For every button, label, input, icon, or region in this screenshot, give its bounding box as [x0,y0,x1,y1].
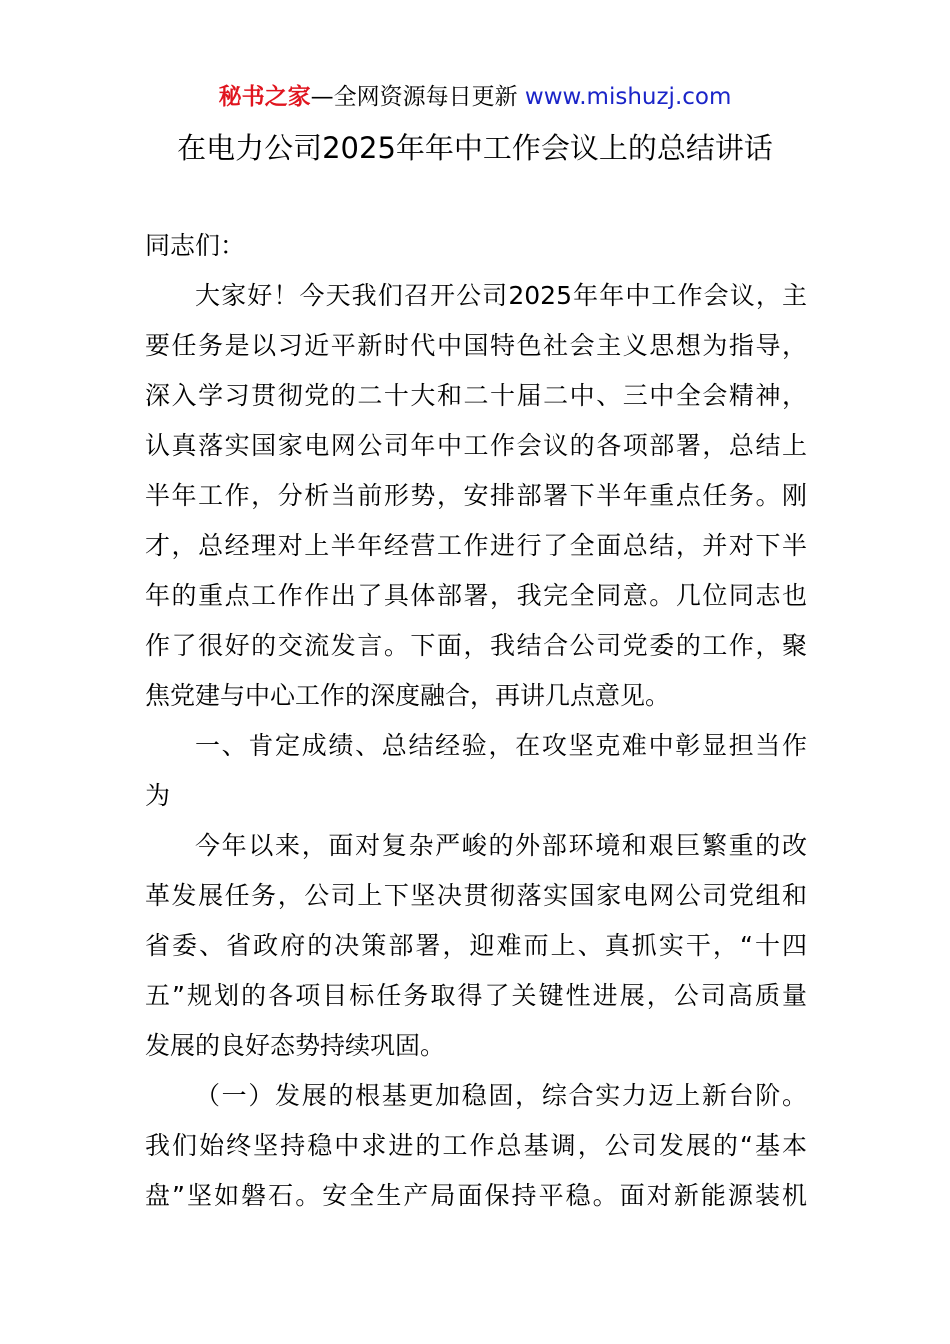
paragraph-line: 盘”坚如磐石。安全生产局面保持平稳。面对新能源装机 [145,1181,807,1210]
paragraph-line: 革发展任务，公司上下坚决贯彻落实国家电网公司党组和 [145,881,807,910]
paragraph-line: 五”规划的各项目标任务取得了关键性进展，公司高质量 [145,981,807,1010]
paragraph-line: 焦党建与中心工作的深度融合，再讲几点意见。 [145,681,671,710]
paragraph-line: 今年以来，面对复杂严峻的外部环境和艰巨繁重的改 [195,831,807,860]
section-heading-line: 一、肯定成绩、总结经验，在攻坚克难中彰显担当作 [195,731,807,760]
paragraph-line: 要任务是以习近平新时代中国特色社会主义思想为指导， [145,331,807,360]
subsection-line: （一）发展的根基更加稳固，综合实力迈上新台阶。 [195,1081,807,1110]
section-heading-line: 为 [145,781,171,810]
paragraph-line: 才，总经理对上半年经营工作进行了全面总结，并对下半 [145,531,807,560]
document-title: 在电力公司2025年年中工作会议上的总结讲话 [177,131,773,165]
paragraph-line: 认真落实国家电网公司年中工作会议的各项部署，总结上 [145,431,807,460]
paragraph-line: 大家好！今天我们召开公司2025年年中工作会议，主 [195,281,807,310]
paragraph-line: 半年工作，分析当前形势，安排部署下半年重点任务。刚 [145,481,807,510]
brand-name: 秘书之家 [218,84,311,110]
paragraph-line: 发展的良好态势持续巩固。 [145,1031,446,1060]
salutation-line: 同志们： [145,231,246,260]
paragraph-line: 我们始终坚持稳中求进的工作总基调，公司发展的“基本 [145,1131,807,1160]
paragraph-line: 省委、省政府的决策部署，迎难而上、真抓实干，“十四 [145,931,807,960]
paragraph-line: 深入学习贯彻党的二十大和二十届二中、三中全会精神， [145,381,807,410]
paragraph-line: 年的重点工作作出了具体部署，我完全同意。几位同志也 [145,581,807,610]
banner-slogan: —全网资源每日更新 [310,84,518,110]
paragraph-line: 作了很好的交流发言。下面，我结合公司党委的工作，聚 [145,631,807,660]
site-url[interactable]: www.mishuzj.com [524,84,732,110]
